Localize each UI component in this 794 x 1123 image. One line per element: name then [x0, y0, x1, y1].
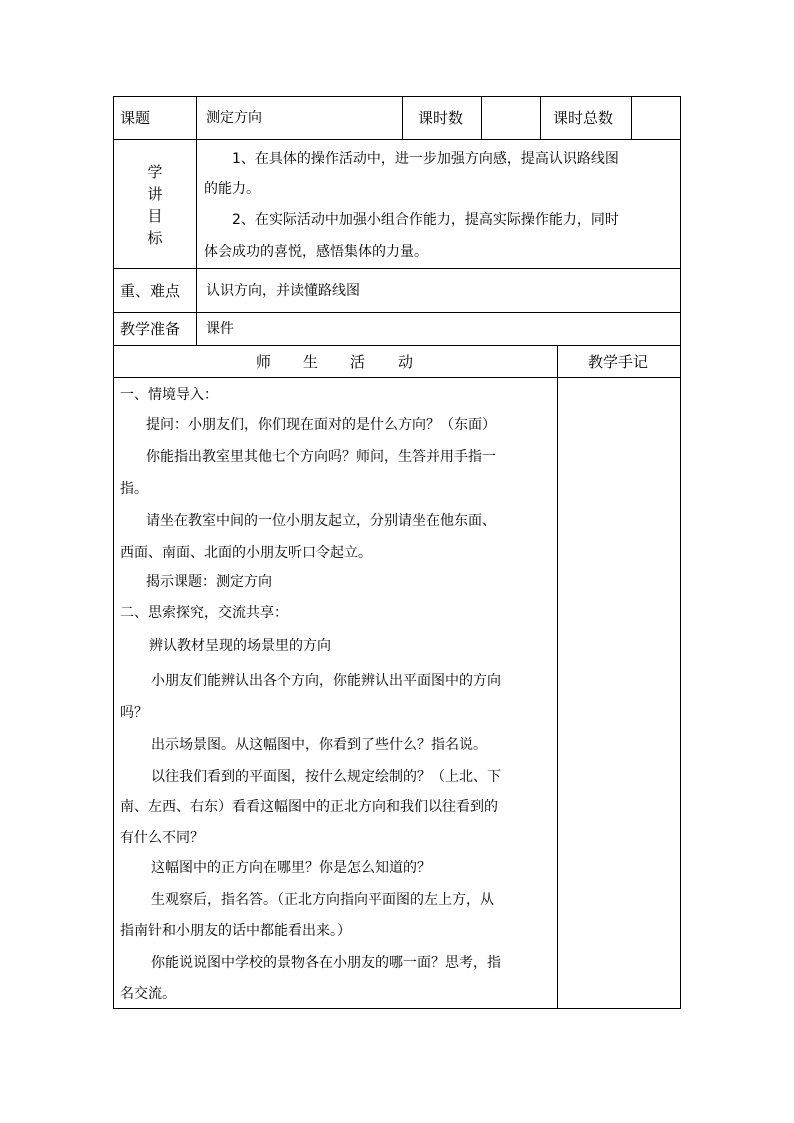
activity-line: 指南针和小朋友的话中都能看出来。） — [120, 923, 351, 939]
activity-heading-char: 活 — [350, 353, 366, 371]
activity-line: 南、左西、右东）看看这幅图中的正北方向和我们以往看到的 — [120, 799, 498, 815]
key-points-label: 重、难点 — [120, 282, 181, 300]
col-divider — [481, 96, 482, 139]
notes-heading: 教学手记 — [588, 353, 649, 371]
row-divider — [113, 312, 681, 313]
activity-heading-char: 师 — [256, 353, 272, 371]
col-divider — [402, 96, 403, 139]
col-divider — [631, 96, 632, 139]
activity-line: 西面、南面、北面的小朋友听口令起立。 — [120, 545, 372, 561]
row-divider — [113, 345, 681, 346]
goals-label-char: 讲 — [147, 185, 163, 203]
activity-line: 小朋友们能辨认出各个方向，你能辨认出平面图中的方向 — [151, 673, 501, 689]
goals-label-char: 标 — [147, 229, 163, 247]
periods-label: 课时数 — [418, 109, 464, 127]
activity-line: 吗？ — [120, 705, 148, 721]
activity-line: 一、情境导入： — [120, 387, 218, 403]
col-divider — [557, 345, 558, 1009]
activity-heading-char: 动 — [398, 353, 414, 371]
goal-line: 体会成功的喜悦，感悟集体的力量。 — [204, 244, 428, 260]
activity-line: 名交流。 — [120, 986, 176, 1002]
activity-line: 出示场景图。从这幅图中，你看到了些什么？指名说。 — [151, 737, 487, 753]
goal-line: 1、在具体的操作活动中，进一步加强方向感，提高认识路线图 — [232, 151, 619, 167]
activity-line: 你能指出教室里其他七个方向吗？师问，生答并用手指一 — [146, 449, 496, 465]
activity-line: 你能说说图中学校的景物各在小朋友的哪一面？思考，指 — [151, 955, 501, 971]
col-divider — [540, 96, 541, 139]
key-points-value: 认识方向，并读懂路线图 — [206, 283, 360, 299]
col-divider — [196, 96, 197, 345]
activity-line: 生观察后，指名答。（正北方向指向平面图的左上方，从 — [151, 892, 494, 908]
activity-line: 二、思索探究，交流共享： — [120, 605, 288, 621]
row-divider — [113, 268, 681, 269]
activity-heading-char: 生 — [303, 353, 319, 371]
goal-line: 的能力。 — [204, 181, 260, 197]
activity-line: 以往我们看到的平面图，按什么规定绘制的？（上北、下 — [151, 769, 501, 785]
activity-line: 指。 — [120, 481, 148, 497]
subject-value: 测定方向 — [206, 110, 262, 126]
activity-line: 辨认教材呈现的场景里的方向 — [149, 638, 331, 654]
activity-line: 有什么不同？ — [120, 830, 204, 846]
row-divider — [113, 139, 681, 140]
goals-label-char: 学 — [147, 163, 163, 181]
goal-line: 2、在实际活动中加强小组合作能力，提高实际操作能力，同时 — [232, 212, 619, 228]
row-divider — [113, 377, 681, 378]
goals-label-char: 目 — [147, 207, 163, 225]
activity-line: 提问：小朋友们，你们现在面对的是什么方向？（东面） — [146, 417, 496, 433]
preparation-label: 教学准备 — [120, 320, 181, 338]
total-periods-label: 课时总数 — [553, 109, 614, 127]
subject-label: 课题 — [120, 109, 151, 127]
activity-line: 这幅图中的正方向在哪里？你是怎么知道的？ — [151, 860, 431, 876]
preparation-value: 课件 — [206, 321, 234, 337]
activity-line: 揭示课题：测定方向 — [146, 574, 272, 590]
activity-line: 请坐在教室中间的一位小朋友起立，分别请坐在他东面、 — [146, 513, 496, 529]
